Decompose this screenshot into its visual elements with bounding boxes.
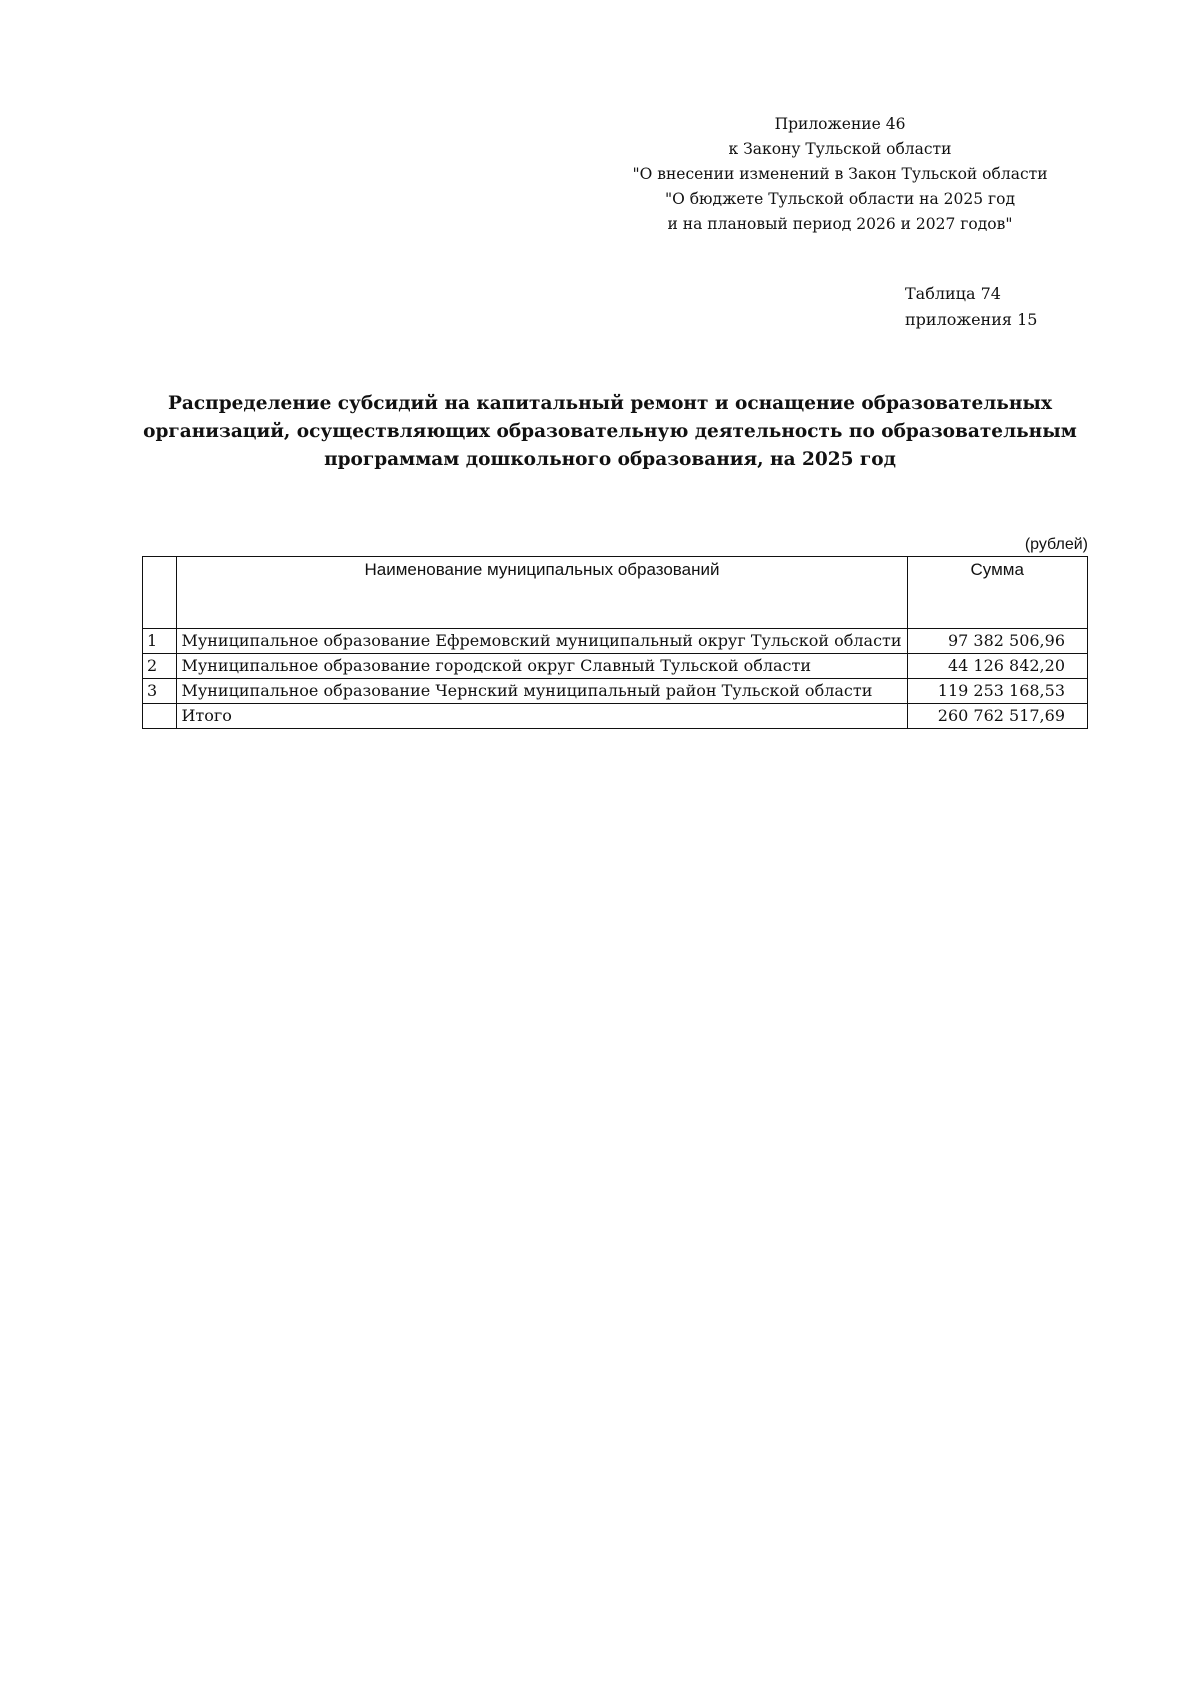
table-row: [143, 654, 1088, 679]
total-sum: 260 762 517,69: [907, 704, 1088, 729]
document-title: Распределение субсидий на капитальный ремонт и оснащение образовательных организаций, осуществляющих образовательную деятельность по образовательным программам дошкольного образования, на 2025 год: [143, 393, 1077, 470]
subsidy-table: [142, 556, 1088, 729]
table-number: Таблица 74: [905, 284, 1001, 303]
appendix-line: "О внесении изменений в Закон Тульской области: [632, 165, 1048, 183]
appendix-header: [630, 112, 1050, 237]
row-name: Муниципальное образование Ефремовский муниципальный округ Тульской области: [177, 629, 907, 654]
row-number: 3: [143, 679, 177, 704]
header-name: Наименование муниципальных образований: [177, 557, 907, 629]
row-name: Муниципальное образование Чернский муниципальный район Тульской области: [177, 679, 907, 704]
header-number: [143, 557, 177, 629]
row-sum: 119 253 168,53: [907, 679, 1088, 704]
total-row: [143, 704, 1088, 729]
table-row: [143, 629, 1088, 654]
appendix-line: Приложение 46: [774, 115, 906, 133]
total-label: Итого: [177, 704, 907, 729]
units-label: (рублей): [1024, 536, 1088, 553]
row-name: Муниципальное образование городской округ Славный Тульской области: [177, 654, 907, 679]
appendix-line: "О бюджете Тульской области на 2025 год: [664, 190, 1016, 208]
appendix-number: приложения 15: [905, 310, 1038, 329]
appendix-line: к Закону Тульской области: [728, 140, 952, 158]
total-number: [143, 704, 177, 729]
table-reference: [905, 281, 1037, 333]
row-sum: 44 126 842,20: [907, 654, 1088, 679]
row-number: 2: [143, 654, 177, 679]
row-number: 1: [143, 629, 177, 654]
table-header-row: [143, 557, 1088, 629]
row-sum: 97 382 506,96: [907, 629, 1088, 654]
table-row: [143, 679, 1088, 704]
header-sum: Сумма: [907, 557, 1088, 629]
appendix-line: и на плановый период 2026 и 2027 годов": [667, 215, 1013, 233]
